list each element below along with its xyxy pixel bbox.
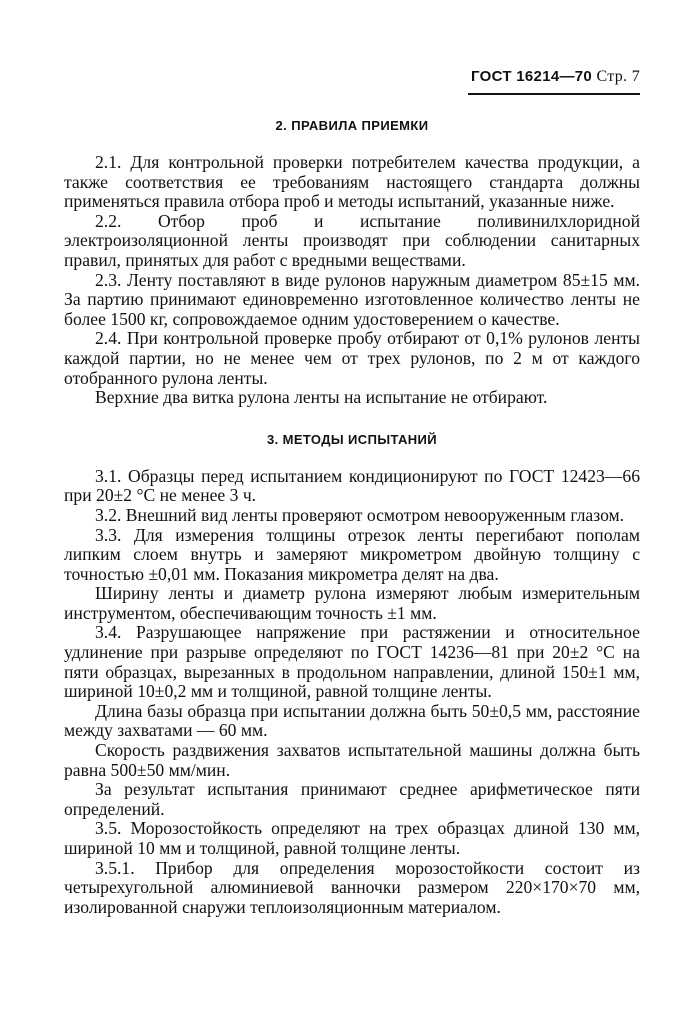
section-acceptance-rules	[64, 153, 640, 408]
paragraph-2-1: 2.1. Для контрольной проверки потребителем качества продукции, а также соответствия ее требованиям настоящего стандарта должны применяться правила отбора проб и методы испытаний, указанные ниже.	[64, 152, 640, 212]
paragraph-2-4-note: Верхние два витка рулона ленты на испытание не отбирают.	[95, 387, 548, 408]
paragraph-3-5: 3.5. Морозостойкость определяют на трех образцах длиной 130 мм, шириной 10 мм и толщиной, равной толщине ленты.	[64, 818, 640, 858]
page-header	[471, 68, 640, 86]
page-number: Стр. 7	[596, 68, 640, 85]
paragraph-3-4-result: За результат испытания принимают среднее арифметическое пяти определений.	[64, 779, 640, 819]
section-test-methods	[64, 467, 640, 918]
section-title-acceptance-rules: 2. ПРАВИЛА ПРИЕМКИ	[275, 118, 429, 133]
paragraph-2-2: 2.2. Отбор проб и испытание поливинилхлоридной электроизоляционной ленты производят при соблюдении санитарных правил, принятых для работ с вредными веществами.	[64, 210, 640, 270]
section-title-test-methods: 3. МЕТОДЫ ИСПЫТАНИЙ	[266, 431, 438, 447]
standard-number: ГОСТ 16214—70	[471, 68, 593, 85]
paragraph-2-3: 2.3. Ленту поставляют в виде рулонов наружным диаметром 85±15 мм. За партию принимают единовременно изготовленное количество ленты не более 1500 кг, сопровождаемое одним удостоверением о качестве.	[64, 269, 640, 329]
paragraph-3-2: 3.2. Внешний вид ленты проверяют осмотром невооруженным глазом.	[95, 504, 625, 525]
paragraph-3-5-1: 3.5.1. Прибор для определения морозостойкости состоит из четырехугольной алюминиевой ванночки размером 220×170×70 мм, изолированной снаружи теплоизоляционным материалом.	[64, 857, 640, 917]
paragraph-2-4: 2.4. При контрольной проверке пробу отбирают от 0,1% рулонов ленты каждой партии, но не менее чем от трех рулонов, по 2 м от каждого отобранного рулона ленты.	[64, 328, 640, 388]
paragraph-3-4: 3.4. Разрушающее напряжение при растяжении и относительное удлинение при разрыве определяют по ГОСТ 14236—81 при 20±2 °С на пяти образцах, вырезанных в продольном направлении, длиной 150±1 мм, шириной 10±0,2 мм и толщиной, равной толщине ленты.	[64, 622, 640, 702]
header-rule	[468, 93, 640, 95]
paragraph-3-4-speed: Скорость раздвижения захватов испытательной машины должна быть равна 500±50 мм/мин.	[64, 740, 640, 780]
paragraph-3-3: 3.3. Для измерения толщины отрезок ленты перегибают пополам липким слоем внутрь и замеряют микрометром двойную толщину с точностью ±0,01 мм. Показания микрометра делят на два.	[64, 524, 640, 584]
paragraph-3-3-width: Ширину ленты и диаметр рулона измеряют любым измерительным инструментом, обеспечивающим точность ±1 мм.	[64, 583, 640, 623]
paragraph-3-1: 3.1. Образцы перед испытанием кондиционируют по ГОСТ 12423—66 при 20±2 °С не менее 3 ч.	[64, 465, 640, 506]
paragraph-3-4-base-length: Длина базы образца при испытании должна быть 50±0,5 мм, расстояние между захватами — 60 мм.	[64, 700, 640, 741]
document-body	[64, 112, 640, 917]
